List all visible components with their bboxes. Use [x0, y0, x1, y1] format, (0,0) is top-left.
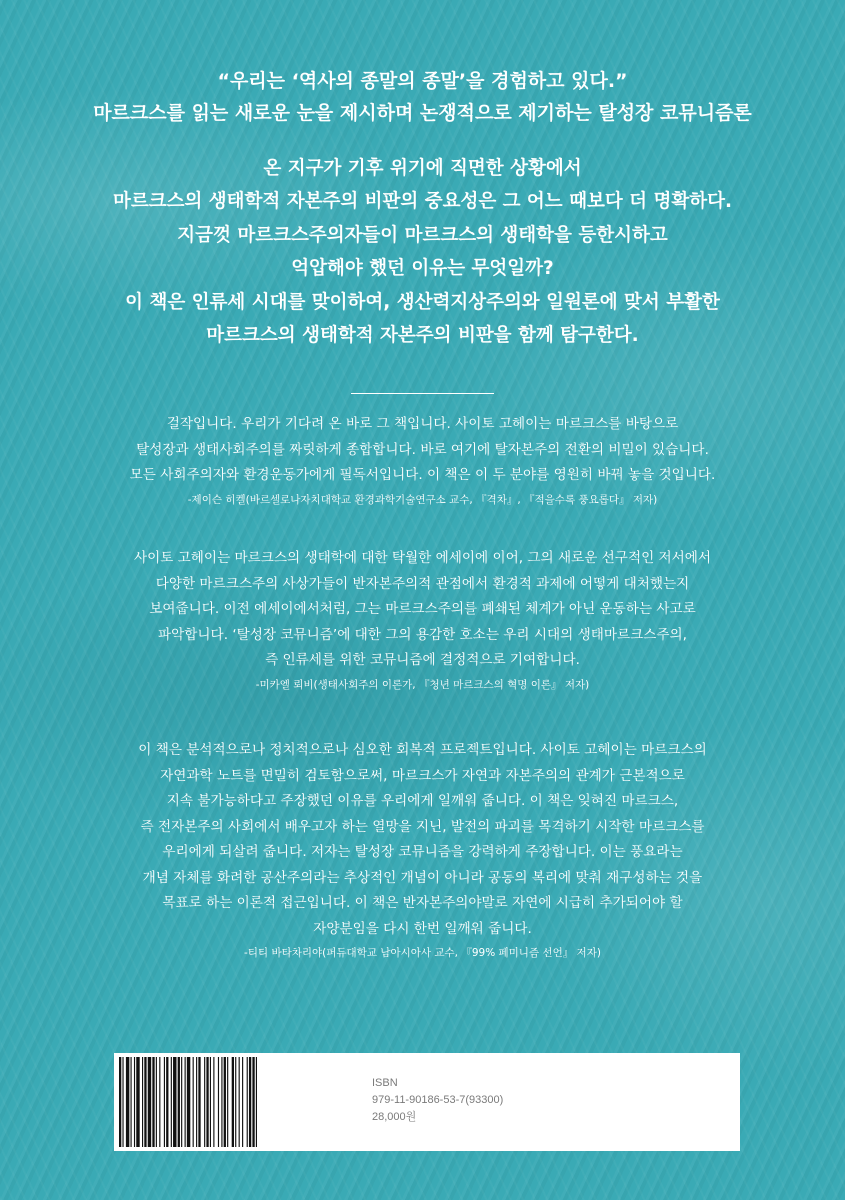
headline-quote: “우리는 ‘역사의 종말의 종말’을 경험하고 있다.” — [217, 70, 628, 92]
review-line: 자양분임을 다시 한번 일깨워 줍니다. — [313, 920, 532, 937]
barcode-bar — [152, 1057, 154, 1147]
barcode-bar — [193, 1057, 194, 1147]
review-line: 걸작입니다. 우리가 기다려 온 바로 그 책입니다. 사이토 고헤이는 마르크스를 바탕으로 — [166, 416, 679, 432]
review-line: 보여줍니다. 이전 에세이에서처럼, 그는 마르크스주의를 폐쇄된 체계가 아닌 운동하는 사고로 — [149, 601, 696, 617]
barcode-bar — [232, 1057, 234, 1147]
barcode-image — [119, 1057, 346, 1147]
review-line: 모든 사회주의자와 환경운동가에게 필독서입니다. 이 책은 이 두 분야를 영원히 바꿔 놓을 것입니다. — [129, 467, 716, 483]
review-line: 우리에게 되살려 줍니다. 저자는 탈성장 코뮤니즘을 강력하게 주장합니다. 이는 풍요라는 — [162, 844, 683, 860]
isbn-label: ISBN — [372, 1077, 398, 1089]
barcode-bar — [204, 1057, 205, 1147]
section-divider — [351, 393, 494, 394]
intro-line: 온 지구가 기후 위기에 직면한 상황에서 — [263, 158, 582, 179]
review-line: 즉 인류세를 위한 코뮤니즘에 결정적으로 기여합니다. — [265, 652, 580, 668]
barcode-bar — [252, 1057, 254, 1147]
barcode-bar — [235, 1057, 236, 1147]
review-attribution: -미카엘 뢰비(생태사회주의 이론가, 『청년 마르크스의 혁명 이론』 저자) — [255, 678, 590, 691]
barcode-bar — [196, 1057, 197, 1147]
review-bhattacharya — [0, 738, 845, 960]
review-line: 목표로 하는 이론적 접근입니다. 이 책은 반자본주의야말로 자연에 시급히 추가되어야 할 — [162, 895, 683, 911]
isbn-number: 979-11-90186-53-7(93300) — [372, 1094, 504, 1106]
intro-line: 마르크스의 생태학적 자본주의 비판을 함께 탐구한다. — [206, 325, 639, 347]
book-price: 28,000원 — [372, 1111, 417, 1123]
review-attribution: -제이슨 히켈(바르셀로나자치대학교 환경과학기술연구소 교수, 『격차』, 『적을수록 풍요롭다』 저자) — [187, 493, 658, 506]
barcode-bar — [249, 1057, 251, 1147]
intro-line: 마르크스의 생태학적 자본주의 비판의 중요성은 그 어느 때보다 더 명확하다. — [113, 191, 732, 213]
isbn-barcode-box — [114, 1053, 740, 1151]
barcode-bar — [239, 1057, 240, 1147]
intro-line: 억압해야 했던 이유는 무엇일까? — [291, 258, 554, 280]
isbn-info — [372, 1075, 503, 1126]
barcode-bar — [119, 1057, 121, 1147]
barcode-bar — [131, 1057, 132, 1147]
barcode-bar — [122, 1057, 123, 1147]
review-line: 사이토 고헤이는 마르크스의 생태학에 대한 탁월한 에세이에 이어, 그의 새로운 선구적인 저서에서 — [133, 550, 712, 566]
review-line: 개념 자체를 화려한 공산주의라는 추상적인 개념이 아니라 공동의 복리에 맞춰 재구성하는 것을 — [142, 869, 703, 886]
barcode-bar — [242, 1057, 243, 1147]
barcode-bar — [185, 1057, 186, 1147]
barcode-bar — [210, 1057, 211, 1147]
barcode-bar — [206, 1057, 208, 1147]
barcode-bar — [171, 1057, 172, 1147]
barcode-bar — [173, 1057, 176, 1147]
barcode-bar — [181, 1057, 182, 1147]
barcode-bar — [227, 1057, 228, 1147]
review-line: 파악합니다. ‘탈성장 코뮤니즘’에 대한 그의 용감한 호소는 우리 시대의 생태마르크스주의, — [158, 626, 687, 643]
review-line: 지속 불가능하다고 주장했던 이유를 우리에게 일깨워 줍니다. 이 책은 잊혀진 마르크스, — [166, 793, 679, 809]
barcode-bar — [144, 1057, 146, 1147]
barcode-bar — [166, 1057, 168, 1147]
barcode-bar — [187, 1057, 190, 1147]
barcode-bar — [224, 1057, 226, 1147]
barcode-bar — [142, 1057, 143, 1147]
review-attribution: -티티 바타차리야(퍼듀대학교 남아시아사 교수, 『99% 페미니즘 선언』 저자) — [244, 947, 601, 959]
intro-paragraph — [0, 152, 845, 352]
barcode-bar — [256, 1057, 257, 1147]
review-line: 탈성장과 생태사회주의를 짜릿하게 종합합니다. 바로 여기에 탈자본주의 전환의 비밀이 있습니다. — [136, 441, 709, 458]
barcode-bar — [164, 1057, 165, 1147]
headline-subtitle: 마르크스를 읽는 새로운 눈을 제시하며 논쟁적으로 제기하는 탈성장 코뮤니즘론 — [93, 102, 752, 124]
barcode-bar — [134, 1057, 135, 1147]
review-lowy — [0, 546, 845, 692]
barcode-bar — [136, 1057, 139, 1147]
barcode-bar — [156, 1057, 157, 1147]
review-hickel — [0, 412, 845, 507]
barcode-bar — [218, 1057, 219, 1147]
barcode-bar — [221, 1057, 222, 1147]
intro-line: 지금껏 마르크스주의자들이 마르크스의 생태학을 등한시하고 — [177, 224, 668, 246]
review-line: 이 책은 분석적으로나 정치적으로나 심오한 회복적 프로젝트입니다. 사이토 고헤이는 마르크스의 — [138, 742, 707, 758]
review-line: 다양한 마르크스주의 사상가들이 반자본주의적 관점에서 환경적 과제에 어떻게 대처했는지 — [155, 575, 690, 592]
barcode-bar — [213, 1057, 214, 1147]
barcode-bar — [178, 1057, 180, 1147]
barcode-bar — [198, 1057, 200, 1147]
barcode-bar — [148, 1057, 151, 1147]
barcode-bar — [247, 1057, 248, 1147]
barcode-bar — [126, 1057, 129, 1147]
intro-line: 이 책은 인류세 시대를 맞이하여, 생산력지상주의와 일원론에 맞서 부활한 — [125, 291, 720, 313]
review-line: 자연과학 노트를 면밀히 검토함으로써, 마르크스가 자연과 자본주의의 관계가 근본적으로 — [160, 767, 685, 784]
review-line: 즉 전자본주의 사회에서 배우고자 하는 열망을 지닌, 발전의 파괴를 목격하기 시작한 마르크스를 — [140, 818, 705, 835]
barcode-bar — [159, 1057, 160, 1147]
